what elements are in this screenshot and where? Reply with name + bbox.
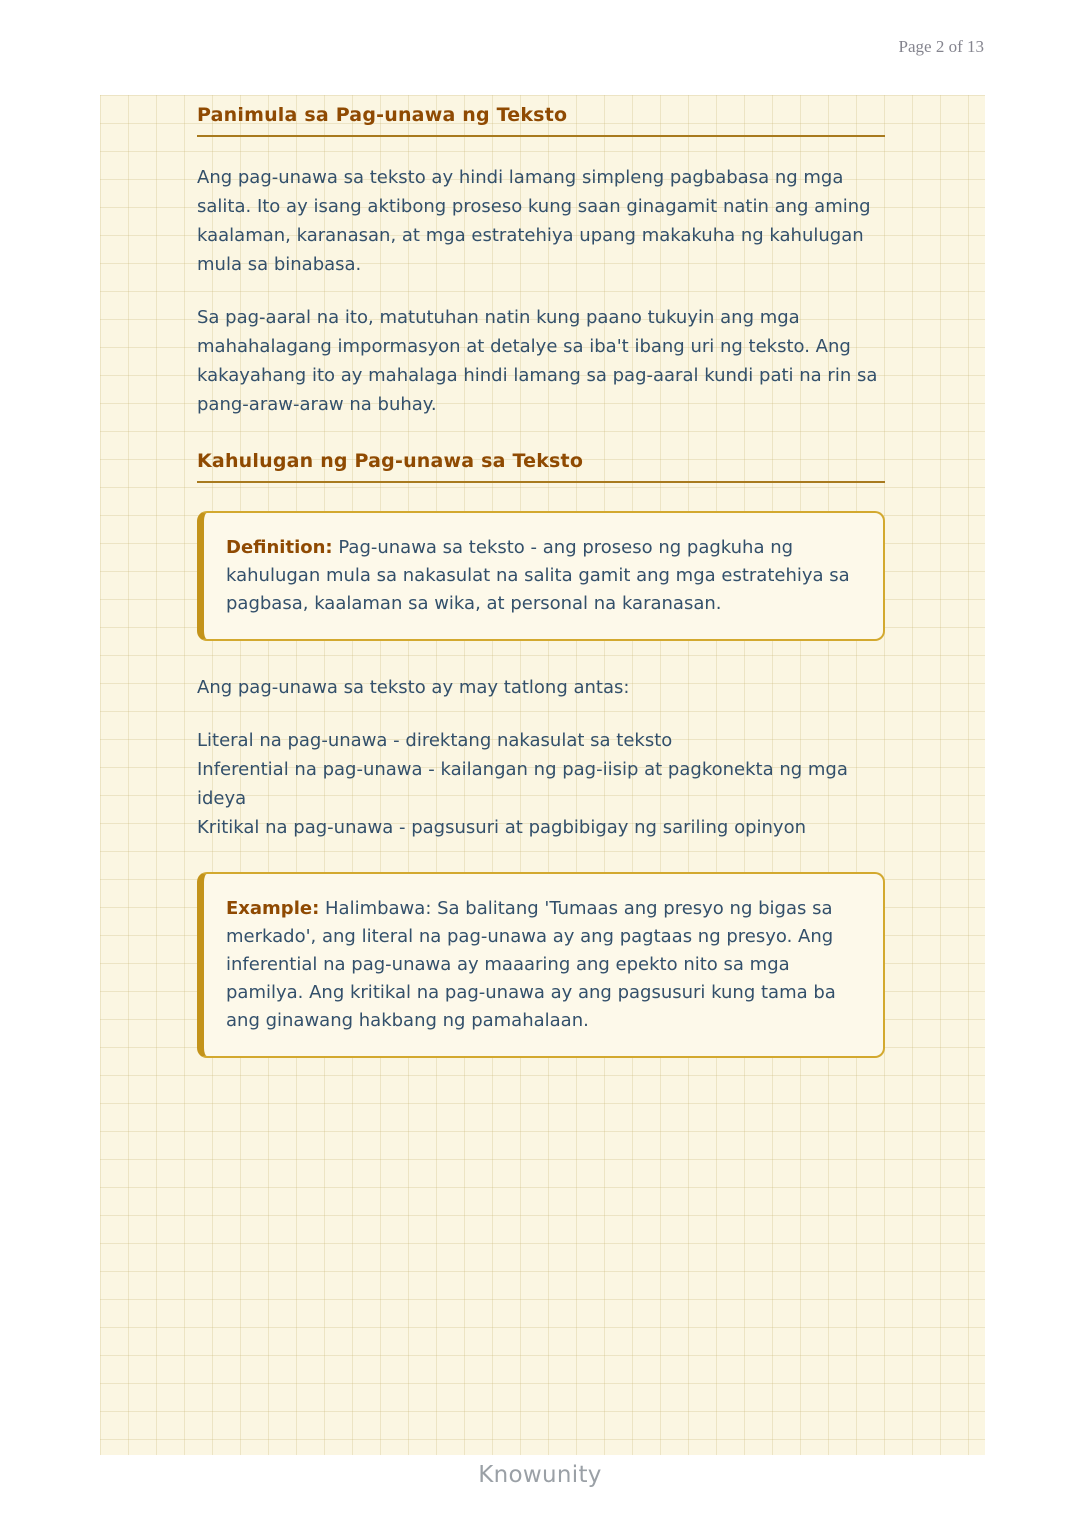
list-item-inferential: Inferential na pag-unawa - kailangan ng pag-iisip at pagkonekta ng mga ideya — [197, 759, 848, 809]
example-box — [197, 872, 885, 1058]
definition-label: Definition: — [226, 537, 333, 558]
section-title-panimula: Panimula sa Pag-unawa ng Teksto — [197, 103, 885, 137]
levels-list — [197, 726, 885, 842]
definition-box — [197, 511, 885, 641]
paragraph-levels-intro: Ang pag-unawa sa teksto ay may tatlong antas: — [197, 677, 630, 698]
footer-brand: Knowunity — [478, 1462, 602, 1488]
definition-text: Pag-unawa sa teksto - ang proseso ng pagkuha ng kahulugan mula sa nakasulat na salita gamit ang mga estratehiya sa pagbasa, kaalaman sa wika, at personal na karanasan. — [226, 537, 850, 614]
example-label: Example: — [226, 898, 320, 919]
notebook-paper — [100, 95, 985, 1455]
section-title-kahulugan: Kahulugan ng Pag-unawa sa Teksto — [197, 449, 885, 483]
paragraph-panimula-1: Ang pag-unawa sa teksto ay hindi lamang simpleng pagbabasa ng mga salita. Ito ay isang aktibong proseso kung saan ginagamit natin ang aming kaalaman, karanasan, at mga estratehiya upang makakuha ng kahulugan mula sa binabasa. — [197, 167, 871, 275]
document-content — [100, 95, 985, 1058]
list-item-literal: Literal na pag-unawa - direktang nakasulat sa teksto — [197, 730, 673, 751]
paragraph-panimula-2: Sa pag-aaral na ito, matutuhan natin kung paano tukuyin ang mga mahahalagang impormasyon at detalye sa iba't ibang uri ng teksto. Ang kakayahang ito ay mahalaga hindi lamang sa pag-aaral kundi pati na rin sa pang-araw-araw na buhay. — [197, 307, 878, 415]
page-indicator: Page 2 of 13 — [898, 37, 984, 56]
list-item-kritikal: Kritikal na pag-unawa - pagsusuri at pagbibigay ng sariling opinyon — [197, 817, 806, 838]
example-text: Halimbawa: Sa balitang 'Tumaas ang presyo ng bigas sa merkado', ang literal na pag-unawa ay ang pagtaas ng presyo. Ang inferential na pag-unawa ay maaaring ang epekto nito sa mga pamilya. Ang kritikal na pag-unawa ay ang pagsusuri kung tama ba ang ginawang hakbang ng pamahalaan. — [226, 898, 836, 1031]
